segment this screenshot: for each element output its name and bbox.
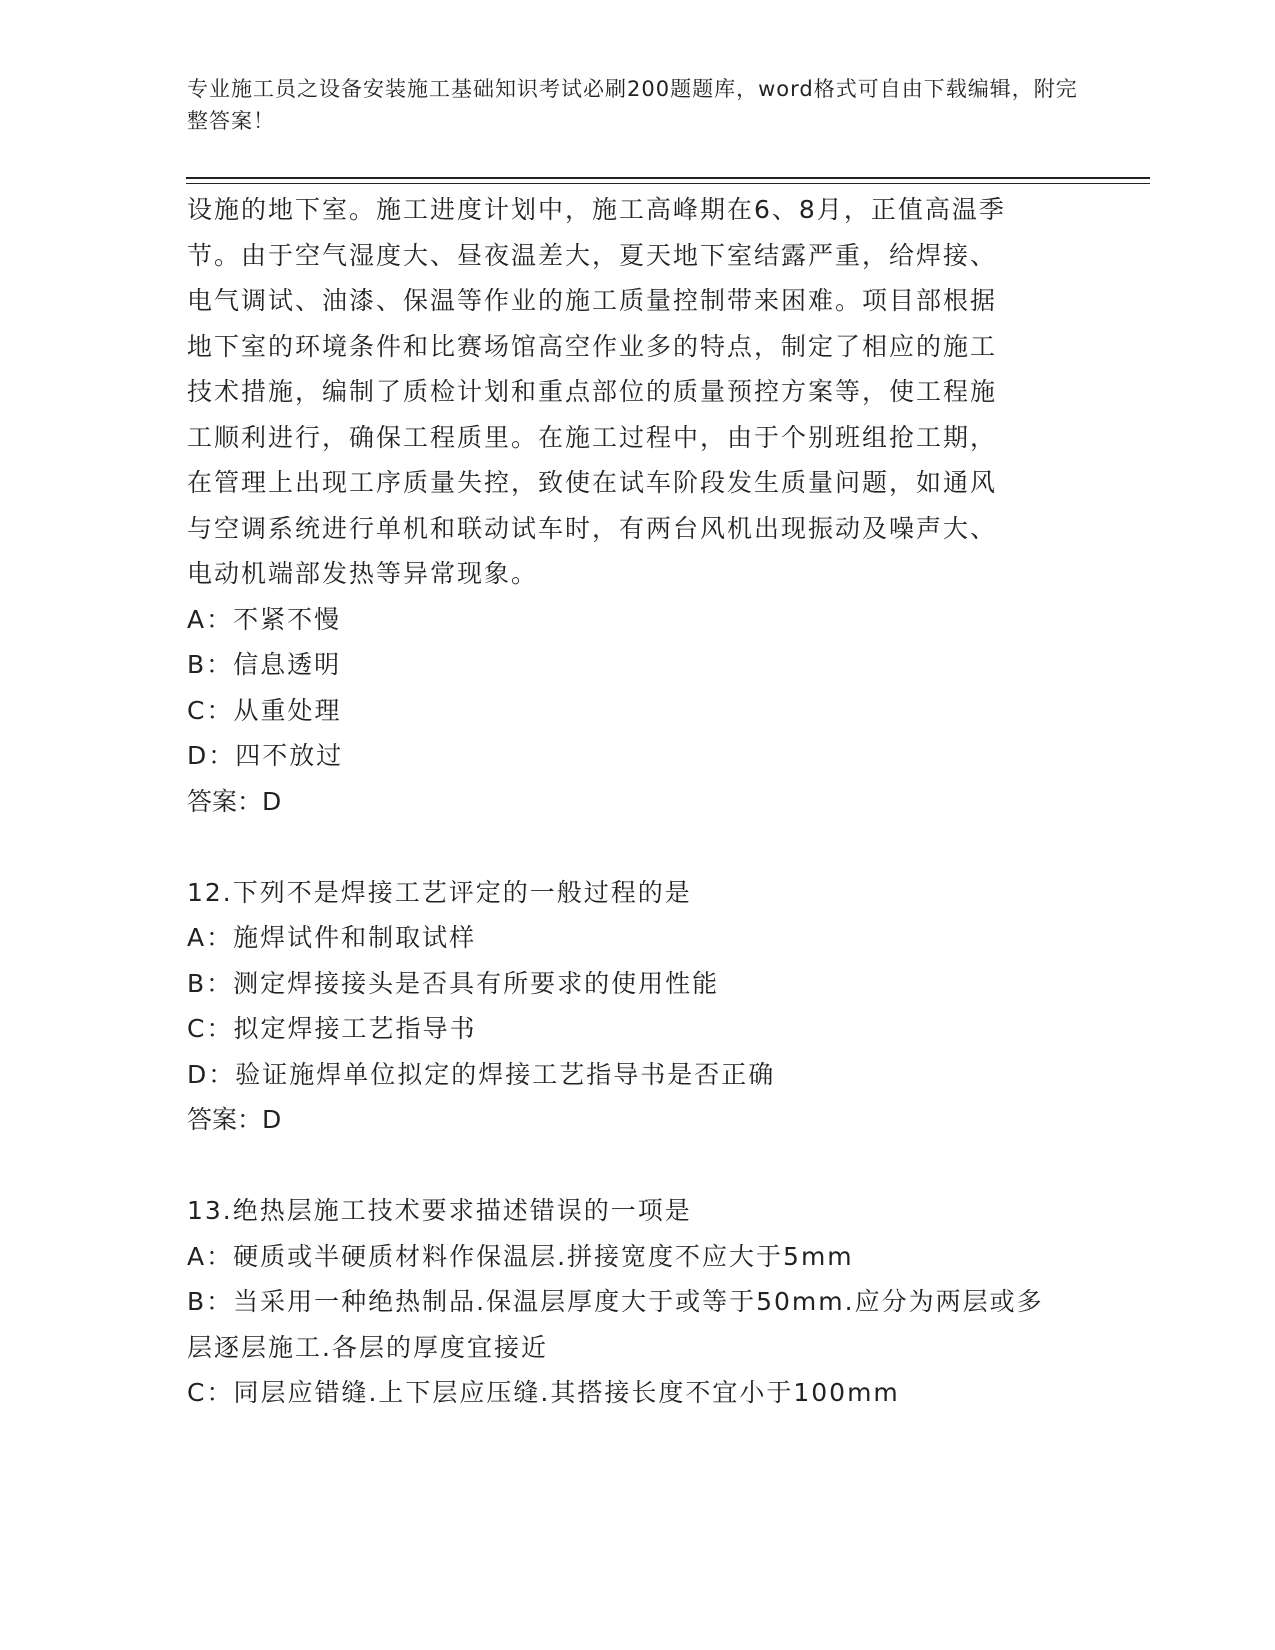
header-title: 专业施工员之设备安装施工基础知识考试必刷200题题库，word格式可自由下载编辑，附完整答案！ [187, 77, 1078, 133]
option-a: A：硬质或半硬质材料作保温层.拼接宽度不应大于5mm [187, 1241, 854, 1271]
option-d: D：验证施焊单位拟定的焊接工艺指导书是否正确 [187, 1059, 776, 1089]
question-13 [187, 1188, 1087, 1416]
question-12-answer: 答案：D [187, 1105, 282, 1134]
document-header [187, 73, 1087, 137]
passage-line: 地下室的环境条件和比赛场馆高空作业多的特点，制定了相应的施工 [187, 331, 998, 361]
question-11-answer: 答案：D [187, 786, 282, 816]
option-d: D：四不放过 [187, 741, 344, 770]
spacer [187, 1143, 1087, 1189]
option-a: A：不紧不慢 [187, 604, 342, 634]
passage-line: 设施的地下室。施工进度计划中，施工高峰期在6、8月，正值高温季 [187, 195, 1006, 224]
option-c: C：从重处理 [187, 695, 342, 725]
question-11-options [187, 597, 1087, 779]
spacer [187, 824, 1087, 870]
header-rule-thick [186, 177, 1150, 179]
passage-line: 节。由于空气湿度大、昼夜温差大，夏天地下室结露严重，给焊接、 [187, 240, 998, 270]
passage-line: 电气调试、油漆、保温等作业的施工质量控制带来困难。项目部根据 [187, 286, 998, 315]
passage-line: 工顺利进行，确保工程质里。在施工过程中，由于个别班组抢工期， [187, 422, 998, 452]
option-a: A：施焊试件和制取试样 [187, 923, 477, 952]
header-rule-thin [186, 183, 1150, 184]
option-b: B：信息透明 [187, 650, 342, 679]
question-12 [187, 870, 1087, 1143]
passage-line: 技术措施，编制了质检计划和重点部位的质量预控方案等，使工程施 [187, 377, 998, 406]
passage-line: 与空调系统进行单机和联动试车时，有两台风机出现振动及噪声大、 [187, 513, 998, 543]
option-c: C：拟定焊接工艺指导书 [187, 1014, 477, 1043]
question-11-passage [187, 187, 1087, 597]
passage-line: 电动机端部发热等异常现象。 [187, 559, 539, 588]
option-b: B：测定焊接接头是否具有所要求的使用性能 [187, 968, 720, 998]
passage-line: 在管理上出现工序质量失控，致使在试车阶段发生质量问题，如通风 [187, 468, 998, 497]
option-b-continued: 层逐层施工.各层的厚度宜接近 [187, 1332, 548, 1362]
option-c: C：同层应错缝.上下层应压缝.其搭接长度不宜小于100mm [187, 1378, 900, 1407]
option-b: B：当采用一种绝热制品.保温层厚度大于或等于50mm.应分为两层或多 [187, 1287, 1044, 1316]
document-body [187, 187, 1087, 1416]
question-13-text: 13.绝热层施工技术要求描述错误的一项是 [187, 1196, 692, 1225]
question-12-text: 12.下列不是焊接工艺评定的一般过程的是 [187, 877, 692, 907]
